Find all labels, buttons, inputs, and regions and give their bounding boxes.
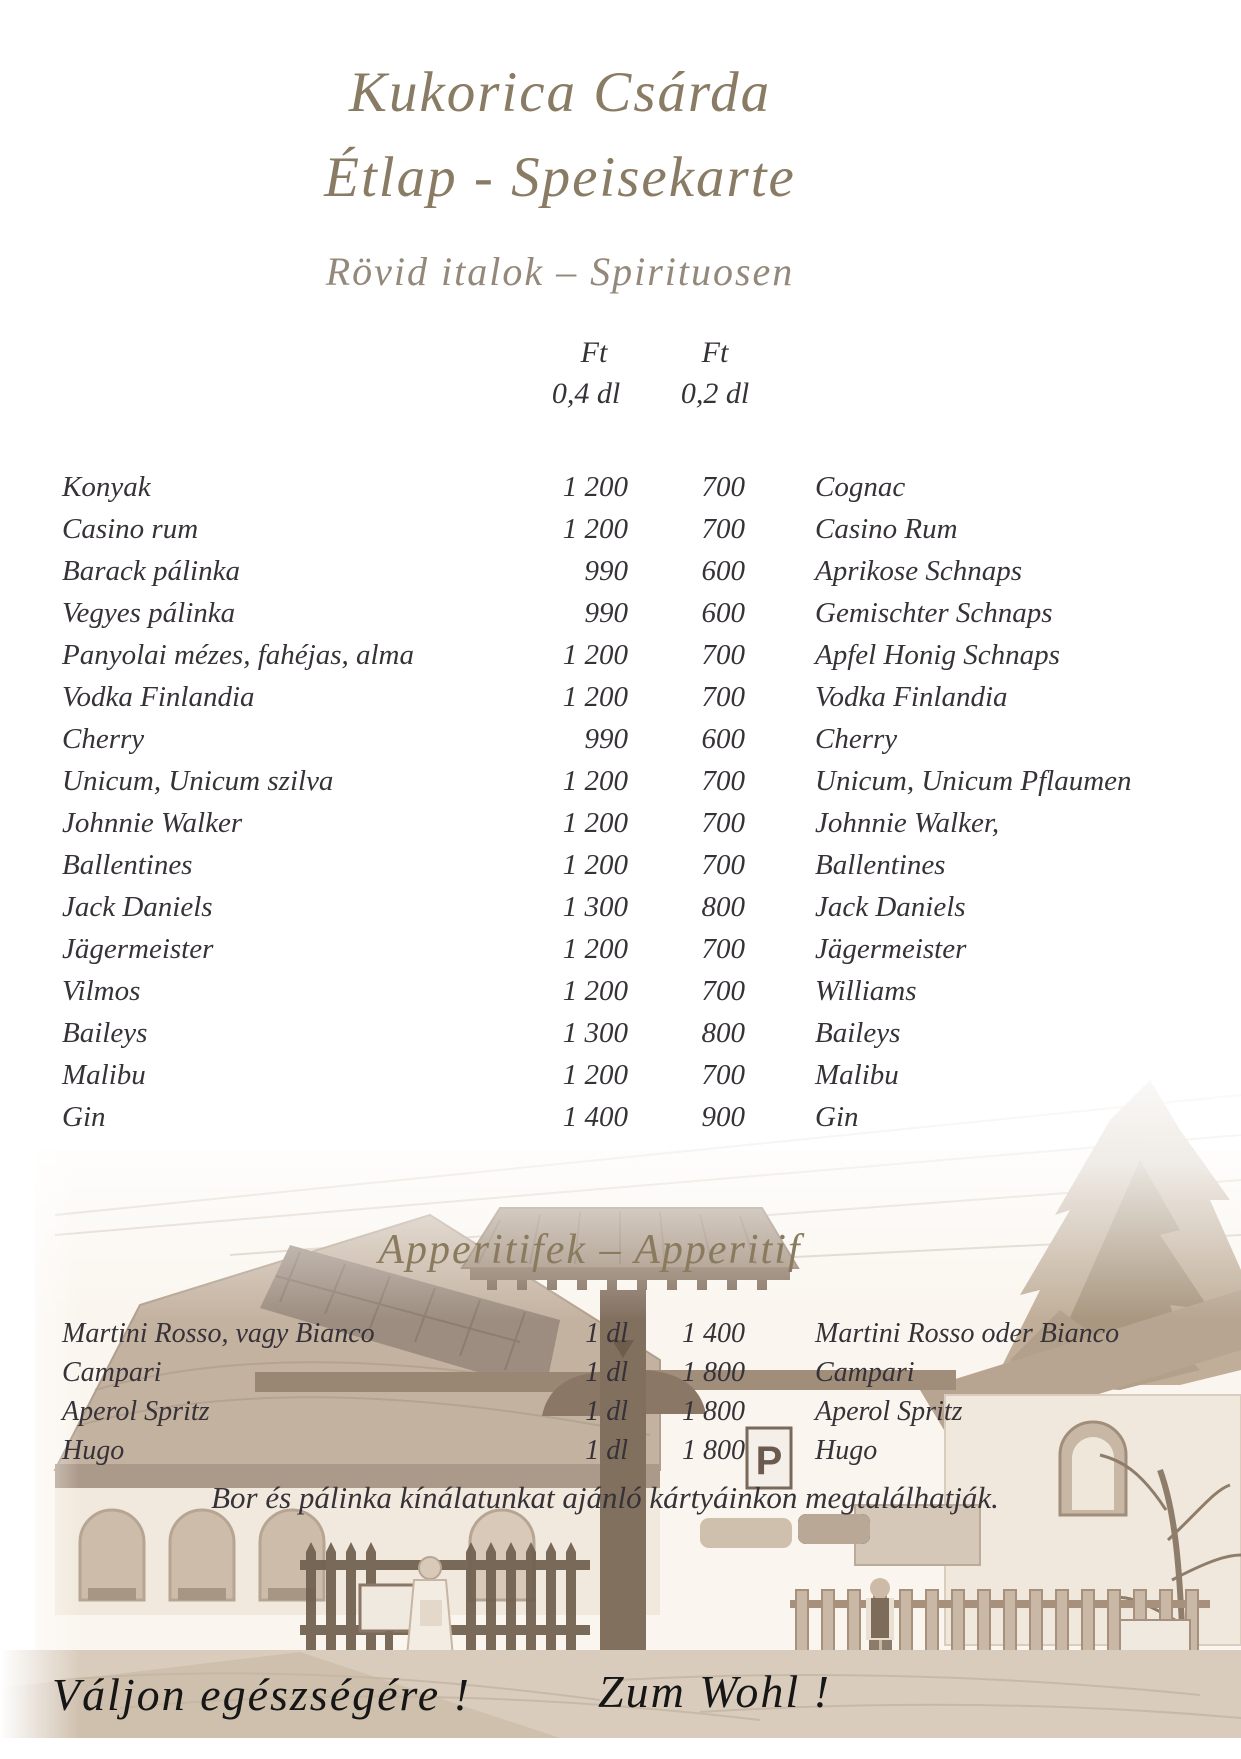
item-name-hungarian: Barack pálinka (62, 555, 240, 587)
svg-text:P: P (755, 1439, 783, 1483)
item-name-hungarian: Jägermeister (62, 933, 214, 965)
item-price: 1 800 (682, 1357, 745, 1388)
item-price-04dl: 1 200 (562, 933, 628, 965)
item-name-hungarian: Hugo (62, 1435, 125, 1466)
item-price-04dl: 1 300 (562, 1017, 628, 1049)
aperitif-section-heading: Apperitifek – Apperitif (378, 1227, 802, 1273)
item-price-02dl: 700 (701, 681, 745, 713)
item-price-04dl: 990 (584, 555, 628, 587)
spirits-row (0, 466, 1241, 508)
item-price: 1 400 (682, 1318, 745, 1349)
item-price-04dl: 1 400 (562, 1101, 628, 1133)
item-name-german: Williams (815, 975, 917, 1007)
currency-header-02dl: Ft (701, 336, 729, 369)
item-price-04dl: 990 (584, 723, 628, 755)
item-price-04dl: 990 (584, 597, 628, 629)
item-name-hungarian: Vilmos (62, 975, 141, 1007)
spirits-row (0, 760, 1241, 802)
spirits-row (0, 676, 1241, 718)
item-name-hungarian: Johnnie Walker (62, 807, 243, 839)
spirits-row (0, 592, 1241, 634)
item-name-hungarian: Vodka Finlandia (62, 681, 255, 713)
spirits-row (0, 1012, 1241, 1054)
item-name-german: Johnnie Walker, (815, 807, 1000, 839)
cheers-hungarian: Váljon egészségére ! (52, 1669, 471, 1720)
item-name-german: Jack Daniels (815, 891, 966, 923)
item-price-02dl: 700 (701, 471, 745, 503)
size-header-04dl: 0,4 dl (551, 377, 621, 410)
spirits-section-heading: Rövid italok – Spirituosen (325, 249, 795, 294)
item-name-german: Unicum, Unicum Pflaumen (815, 765, 1132, 797)
item-price-02dl: 700 (701, 513, 745, 545)
currency-header-04dl: Ft (580, 336, 608, 369)
item-name-german: Malibu (815, 1059, 899, 1091)
restaurant-name: Kukorica Csárda (348, 61, 772, 124)
item-name-german: Ballentines (815, 849, 946, 881)
item-name-german: Hugo (815, 1435, 878, 1466)
item-price-04dl: 1 200 (562, 1059, 628, 1091)
item-price-02dl: 600 (701, 597, 745, 629)
item-price-04dl: 1 200 (562, 975, 628, 1007)
item-name-hungarian: Gin (62, 1101, 106, 1133)
item-name-hungarian: Aperol Spritz (62, 1396, 210, 1427)
item-price-04dl: 1 200 (562, 807, 628, 839)
item-name-german: Apfel Honig Schnaps (815, 639, 1060, 671)
item-name-hungarian: Cherry (62, 723, 145, 755)
item-price-02dl: 800 (701, 891, 745, 923)
item-name-german: Aprikose Schnaps (815, 555, 1022, 587)
item-name-german: Vodka Finlandia (815, 681, 1008, 713)
item-price-02dl: 600 (701, 555, 745, 587)
item-price-02dl: 800 (701, 1017, 745, 1049)
item-serving-size: 1 dl (585, 1318, 628, 1349)
item-name-hungarian: Ballentines (62, 849, 193, 881)
item-name-hungarian: Panyolai mézes, fahéjas, alma (62, 639, 414, 671)
aperitif-row (0, 1431, 1241, 1470)
item-name-german: Campari (815, 1357, 915, 1388)
spirits-row (0, 844, 1241, 886)
item-name-hungarian: Casino rum (62, 513, 199, 545)
item-price-04dl: 1 200 (562, 471, 628, 503)
item-price-02dl: 700 (701, 933, 745, 965)
item-name-german: Baileys (815, 1017, 901, 1049)
item-name-german: Gemischter Schnaps (815, 597, 1053, 629)
item-price-04dl: 1 200 (562, 681, 628, 713)
item-name-german: Cognac (815, 471, 906, 503)
item-serving-size: 1 dl (585, 1396, 628, 1427)
spirits-row (0, 718, 1241, 760)
menu-title: Étlap - Speisekarte (324, 146, 796, 209)
item-name-hungarian: Baileys (62, 1017, 148, 1049)
item-name-german: Cherry (815, 723, 898, 755)
spirits-row (0, 1096, 1241, 1138)
aperitif-row (0, 1353, 1241, 1392)
aperitif-row (0, 1314, 1241, 1353)
item-price-04dl: 1 200 (562, 639, 628, 671)
item-name-hungarian: Jack Daniels (62, 891, 213, 923)
item-price-04dl: 1 300 (562, 891, 628, 923)
item-price-04dl: 1 200 (562, 765, 628, 797)
spirits-row (0, 802, 1241, 844)
item-name-german: Gin (815, 1101, 859, 1133)
item-price: 1 800 (682, 1396, 745, 1427)
item-price-02dl: 700 (701, 975, 745, 1007)
item-price-02dl: 700 (701, 849, 745, 881)
item-name-hungarian: Campari (62, 1357, 162, 1388)
item-name-hungarian: Unicum, Unicum szilva (62, 765, 334, 797)
page-title (0, 50, 1120, 220)
spirits-row (0, 1054, 1241, 1096)
aperitif-table (0, 1314, 1241, 1470)
item-name-hungarian: Konyak (62, 471, 151, 503)
item-price-02dl: 700 (701, 765, 745, 797)
item-serving-size: 1 dl (585, 1357, 628, 1388)
item-name-german: Aperol Spritz (815, 1396, 963, 1427)
spirits-row (0, 634, 1241, 676)
item-name-german: Martini Rosso oder Bianco (815, 1318, 1120, 1349)
spirits-row (0, 508, 1241, 550)
spirits-row (0, 886, 1241, 928)
item-price-02dl: 900 (701, 1101, 745, 1133)
item-name-german: Jägermeister (815, 933, 967, 965)
item-price: 1 800 (682, 1435, 745, 1466)
cheers-german: Zum Wohl ! (598, 1666, 831, 1717)
item-price-02dl: 600 (701, 723, 745, 755)
item-name-german: Casino Rum (815, 513, 958, 545)
wine-card-note: Bor és pálinka kínálatunkat ajánló kártyáinkon megtalálhatják. (211, 1480, 999, 1515)
item-name-hungarian: Malibu (62, 1059, 146, 1091)
item-price-04dl: 1 200 (562, 513, 628, 545)
item-price-04dl: 1 200 (562, 849, 628, 881)
item-serving-size: 1 dl (585, 1435, 628, 1466)
item-price-02dl: 700 (701, 807, 745, 839)
spirits-row (0, 928, 1241, 970)
spirits-table (0, 466, 1241, 1138)
size-header-02dl: 0,2 dl (680, 377, 750, 410)
aperitif-row (0, 1392, 1241, 1431)
item-name-hungarian: Martini Rosso, vagy Bianco (62, 1318, 375, 1349)
item-name-hungarian: Vegyes pálinka (62, 597, 236, 629)
spirits-row (0, 970, 1241, 1012)
item-price-02dl: 700 (701, 1059, 745, 1091)
spirits-row (0, 550, 1241, 592)
item-price-02dl: 700 (701, 639, 745, 671)
